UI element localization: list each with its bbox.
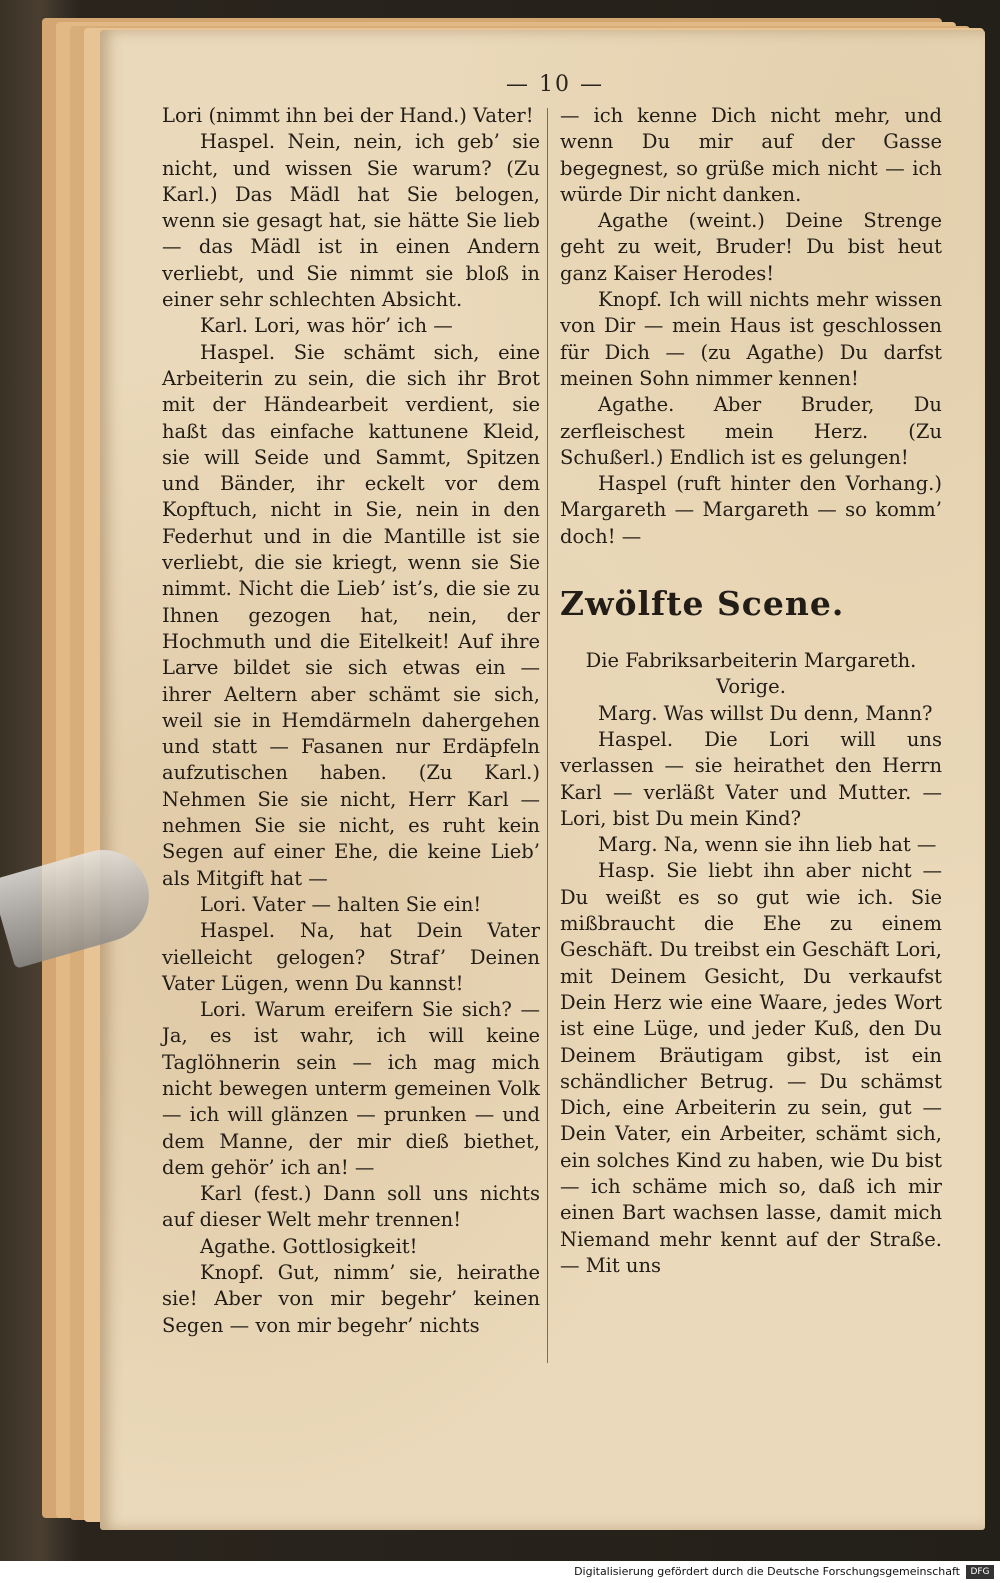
text-paragraph: Haspel. Sie schämt sich, eine Arbeiterin zu sein, die sich ihr Brot mit der Händearbeit verdient, sie haßt das einfache kattunene Kleid, sie will Seide und Sammt, Spitzen und Bänder, ihr eckelt vor dem Kopftuch, nicht in Sie, nein in den Federhut und in die Mantille ist sie verliebt, die sie kriegt, wenn sie Sie nimmt. Nicht die Lieb’ ist’s, die sie zu Ihnen gezogen hat, nein, der Hochmuth und die Eitelkeit! Auf ihre Larve bildet sie sich etwas ein — ihrer Aeltern aber schämt sie sich, weil sie in Hemdärmeln dahergehen und statt — Fasanen nur Erdäpfeln aufzutischen haben. (Zu Karl.) Nehmen Sie sie nicht, Herr Karl — nehmen Sie sie nicht, es ruht kein Segen auf einer Ehe, die keine Lieb’ als Mitgift hat — <box>162 340 540 890</box>
scene-heading: Zwölfte Scene. <box>560 584 845 624</box>
text-paragraph: Agathe. Aber Bruder, Du zerfleischest mein Herz. (Zu Schußerl.) Endlich ist es gelungen! <box>560 393 942 469</box>
column-divider <box>547 108 548 1363</box>
text-paragraph: Knopf. Ich will nichts mehr wissen von Dir — mein Haus ist geschlossen für Dich — (zu Agathe) Du darfst meinen Sohn nimmer kennen! <box>560 288 942 390</box>
text-paragraph: Lori (nimmt ihn bei der Hand.) Vater! <box>162 104 534 127</box>
text-paragraph: Haspel (ruft hinter den Vorhang.) Margareth — Margareth — so komm’ doch! — <box>560 472 942 548</box>
text-paragraph: Die Fabriksarbeiterin Margareth. Vorige. <box>585 649 917 699</box>
text-paragraph: Marg. Na, wenn sie ihn lieb hat — <box>598 833 937 857</box>
text-paragraph: Karl (fest.) Dann soll uns nichts auf dieser Welt mehr trennen! <box>162 1182 540 1232</box>
footer-bar <box>0 1561 1000 1583</box>
text-paragraph: — ich kenne Dich nicht mehr, und wenn Du mir auf der Gasse begegnest, so grüße mich nicht — ich würde Dir nicht danken. <box>560 104 942 206</box>
text-paragraph: Lori. Vater — halten Sie ein! <box>200 892 482 916</box>
right-column <box>560 103 942 1279</box>
text-paragraph: Karl. Lori, was hör’ ich — <box>200 314 453 338</box>
text-paragraph: Haspel. Na, hat Dein Vater vielleicht gelogen? Straf’ Deinen Vater Lügen, wenn Du kannst! <box>162 919 540 995</box>
text-paragraph: Knopf. Gut, nimm’ sie, heirathe sie! Aber von mir begehr’ keinen Segen — von mir begehr’ nichts <box>162 1261 540 1337</box>
text-paragraph: Haspel. Die Lori will uns verlassen — sie heirathet den Herrn Karl — verläßt Vater und Mutter. — Lori, bist Du mein Kind? <box>560 727 942 830</box>
text-paragraph: Lori. Warum ereifern Sie sich? — Ja, es ist wahr, ich will keine Taglöhnerin sein — ich mag mich nicht bewegen unterm gemeinen Volk — ich will glänzen — prunken — und dem Manne, der mir dieß biethet, dem gehör’ ich an! — <box>162 998 540 1179</box>
text-paragraph: Agathe (weint.) Deine Strenge geht zu weit, Bruder! Du bist heut ganz Kaiser Herodes! <box>560 209 942 285</box>
footer-credit: Digitalisierung gefördert durch die Deutsche Forschungsgemeinschaft <box>574 1565 960 1578</box>
text-paragraph: Haspel. Nein, nein, ich geb’ sie nicht, und wissen Sie warum? (Zu Karl.) Das Mädl hat Sie belogen, wenn sie gesagt hat, sie hätte Sie lieb — das Mädl ist in einen Andern verliebt, und Sie nimmt sie bloß in einer sehr schlechten Absicht. <box>162 130 540 312</box>
left-column <box>162 103 540 1339</box>
dfg-logo: DFG <box>966 1565 994 1579</box>
text-paragraph: Marg. Was willst Du denn, Mann? <box>598 701 933 725</box>
text-paragraph: Agathe. Gottlosigkeit! <box>200 1234 418 1258</box>
text-paragraph: Hasp. Sie liebt ihn aber nicht — Du weißt es so gut wie ich. Sie mißbraucht die Ehe zu einem Geschäft. Du treibst ein Geschäft Lori, mit Deinem Gesicht, Du verkaufst Dein Herz wie eine Waare, jedes Wort ist eine Lüge, und jeder Kuß, den Du Deinem Bräutigam gibst, ist ein schändlicher Betrug. — Du schämst Dich, eine Arbeiterin zu sein, gut — Dein Vater, ein Arbeiter, schämt sich, ein solches Kind zu haben, wie Du bist — ich schäme mich so, daß ich mir einen Bart wachsen lasse, damit mich Niemand mehr kennt auf der Straße. — Mit uns <box>560 859 942 1277</box>
page-number: — 10 — <box>506 72 604 97</box>
